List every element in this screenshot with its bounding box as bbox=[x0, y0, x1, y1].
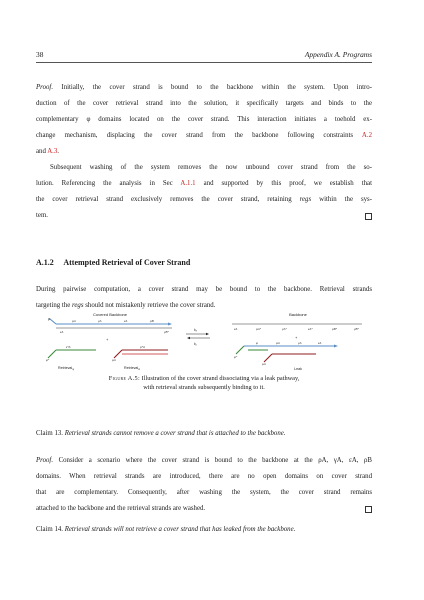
left-plus: + bbox=[106, 337, 109, 342]
bound-retrieval-phi bbox=[236, 346, 244, 354]
rate-reverse-label: $k_r$ bbox=[194, 342, 197, 347]
leak-label: Leak bbox=[294, 367, 302, 371]
retrieval-a-domain: ρA bbox=[112, 358, 116, 362]
retrieval-phi-domain: φ* bbox=[46, 358, 50, 362]
retrieval-phi-toehold bbox=[48, 350, 56, 358]
claim-14-text: Retrieval strands will not retrieve a cover strand that has leaked from the backbone. bbox=[64, 526, 296, 533]
bb-domain-2: ρA* bbox=[256, 327, 261, 331]
leak-domain-1: φ bbox=[256, 341, 258, 345]
bb-domain-6: γB* bbox=[354, 327, 359, 331]
domain-eps-a-bb: εA bbox=[60, 330, 64, 334]
cover-strand-arrowhead bbox=[168, 323, 172, 326]
claim-14-label: Claim 14. bbox=[36, 526, 63, 533]
leak-domain-5: φ* bbox=[234, 355, 238, 359]
para2-line3: the cover retrieval strand exclusively removes the cover strand, retaining regs within the sys- bbox=[36, 196, 372, 203]
proof1-line4: change mechanism, displacing the cover strand from the backbone following constraints A.2 bbox=[36, 132, 372, 139]
reverse-arrowhead bbox=[187, 337, 190, 339]
running-title: Appendix A. Programs bbox=[304, 50, 372, 59]
claim-13-text: Retrieval strands cannot remove a cover strand that is attached to the backbone. bbox=[64, 430, 286, 437]
leak-domain-2: ρA bbox=[276, 341, 280, 345]
left-panel-title: Covered Backbone bbox=[92, 312, 128, 317]
leaked-cover-arrowhead bbox=[334, 345, 338, 348]
qed-box-2 bbox=[365, 506, 372, 513]
retrieval-a-toehold bbox=[114, 350, 122, 358]
leak-domain-4: εA bbox=[318, 341, 322, 345]
proof2-line3: that are complementary. Consequently, after washing the system, the cover strand remains bbox=[36, 489, 372, 496]
proof2-label: Proof. bbox=[36, 457, 54, 464]
proof2-line4: attached to the backbone and the retrieval strands are washed. bbox=[36, 505, 372, 513]
retrieval-a-domain2: ρ*A bbox=[140, 345, 145, 349]
claim-13-label: Claim 13. bbox=[36, 430, 63, 437]
body-text-top bbox=[36, 80, 372, 224]
right-plus: + bbox=[295, 335, 298, 340]
figure-caption bbox=[36, 375, 372, 392]
ref-section-a11[interactable]: A.1.1 bbox=[180, 180, 196, 187]
para2-line2: lution. Referencing the analysis in Sec A.1.1 and supported by this proof, we establish that bbox=[36, 180, 372, 187]
domain-gamma-a: γA bbox=[98, 319, 102, 323]
forward-arrowhead bbox=[206, 333, 209, 335]
domain-gamma-b-bb: γB* bbox=[164, 330, 169, 334]
bb-domain-3: γA* bbox=[282, 327, 287, 331]
body-text-section bbox=[36, 282, 372, 314]
para3-line2: targeting the regs should not mistakenly retrieve the cover strand. bbox=[36, 302, 216, 309]
domain-rho-a: ρA bbox=[72, 319, 76, 323]
domain-eps-a: εA bbox=[124, 319, 128, 323]
retrieval-a-label: Retrieval$_A$ bbox=[124, 366, 140, 371]
para3-line1: During pairwise computation, a cover strand may be bound to the backbone. Retrieval strands bbox=[36, 286, 372, 293]
section-title: Attempted Retrieval of Cover Strand bbox=[63, 258, 191, 267]
section-number: A.1.2 bbox=[36, 258, 54, 267]
caption-line2: with retrieval strands subsequently binding to it. bbox=[143, 383, 265, 391]
para2-line4: tem. bbox=[36, 208, 372, 224]
qed-box bbox=[365, 213, 372, 220]
retrieval-phi-label: Retrieval$_\varphi$ bbox=[58, 366, 74, 371]
proof1-line2: duction of the cover retrieval strand into the solution, it specifically targets and binds to the bbox=[36, 100, 372, 107]
bb-domain-5: ρB* bbox=[332, 327, 337, 331]
proof2-line1: Proof. Consider a scenario where the cover strand is bound to the backbone at the ρA, γA, εA, ρB bbox=[36, 457, 372, 464]
claim-13 bbox=[36, 430, 372, 437]
figure-a5-diagram bbox=[36, 312, 372, 372]
leak-domain-3: γA bbox=[298, 341, 302, 345]
header-rule bbox=[36, 62, 372, 63]
rate-forward-label: $k_f$ bbox=[194, 328, 197, 333]
cover-toehold bbox=[50, 319, 56, 324]
domain-rho-b: ρB bbox=[150, 319, 154, 323]
domain-phi-label: φ bbox=[48, 317, 51, 321]
ref-constraint-a3[interactable]: A.3 bbox=[47, 148, 58, 155]
bb-domain-1: εA bbox=[234, 327, 238, 331]
right-panel-title: Backbone bbox=[289, 312, 307, 317]
page-number: 38 bbox=[36, 50, 44, 59]
claim-14 bbox=[36, 526, 372, 533]
proof1-line1: Proof. Initially, the cover strand is bound to the backbone within the system. Upon intro- bbox=[36, 84, 372, 91]
leak-domain-6: ρA bbox=[262, 362, 266, 366]
retrieval-phi-domain2: ε*A bbox=[66, 345, 71, 349]
proof1-line3: complementary φ domains located on the cover strand. This interaction initiates a toehold ex- bbox=[36, 116, 372, 123]
ref-constraint-a2[interactable]: A.2 bbox=[361, 132, 372, 139]
proof1-label: Proof. bbox=[36, 84, 54, 91]
proof2-line2: domains. When retrieval strands are introduced, there are no open domains on cover strand bbox=[36, 473, 372, 480]
caption-line1: Figure A.5: Illustration of the cover strand dissociating via a leak pathway, bbox=[108, 375, 300, 382]
proof1-line5: and A.3. bbox=[36, 148, 60, 155]
para2-line1: Subsequent washing of the system removes the now unbound cover strand from the so- bbox=[50, 164, 372, 171]
section-heading bbox=[36, 258, 190, 267]
bb-domain-4: εA* bbox=[308, 327, 313, 331]
bound-retrieval-a-toehold bbox=[264, 354, 272, 362]
